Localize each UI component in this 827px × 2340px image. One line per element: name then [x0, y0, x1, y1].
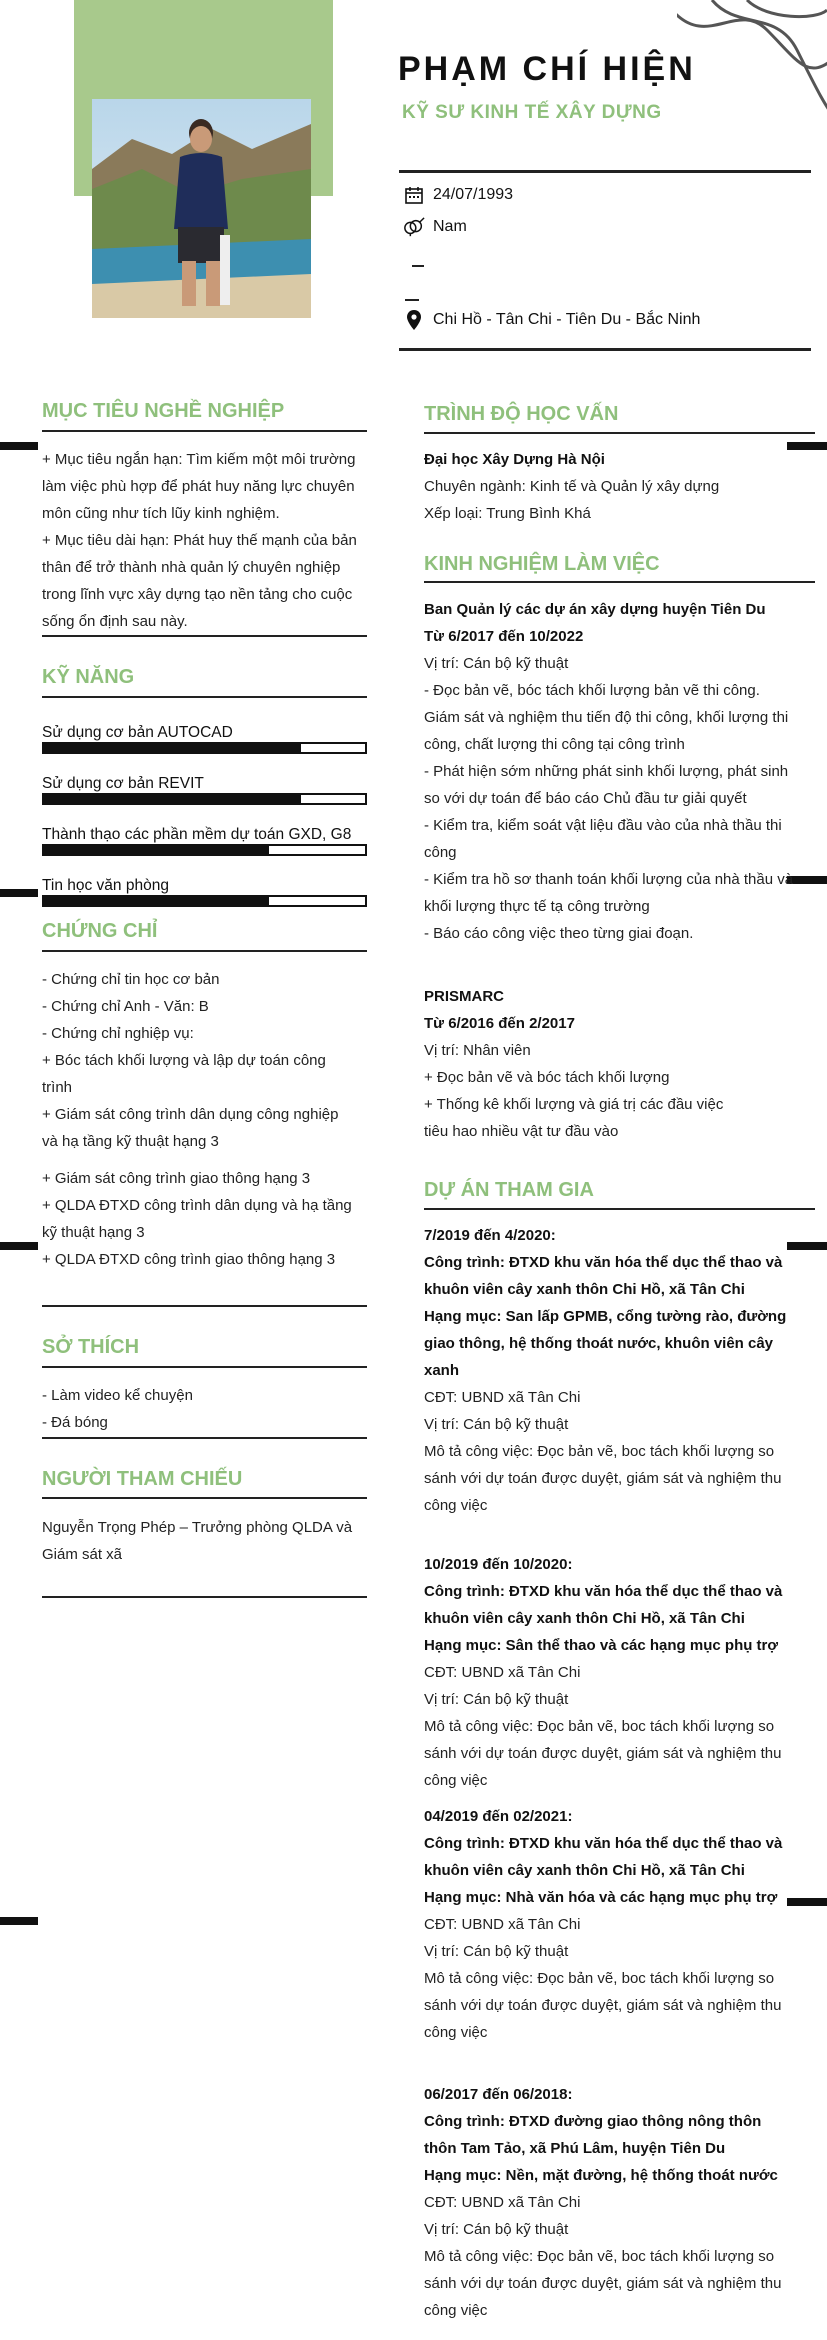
edge-mark	[0, 1917, 38, 1925]
section-divider	[42, 1596, 367, 1598]
project-position: Vị trí: Cán bộ kỹ thuật	[424, 1691, 569, 1708]
skill-bar	[42, 895, 367, 907]
project-item	[424, 1551, 814, 1794]
project-owner: CĐT: UBND xã Tân Chi	[424, 1664, 581, 1681]
objective-long: + Mục tiêu dài hạn: Phát huy thế mạnh của bản thân để trở thành nhà quản lý chuyên nghiệp trong lĩnh vực xây dựng tạo nền tảng cho cuộc sống ổn định sau này.	[42, 532, 357, 630]
birthdate: 24/07/1993	[433, 186, 514, 203]
job-duty: - Phát hiện sớm những phát sinh khối lượng, phát sinh so với dự toán để báo cáo Chủ đầu tư giải quyết	[424, 763, 789, 807]
job-duty: - Kiểm tra hồ sơ thanh toán khối lượng của nhà thầu và khối lượng thực tế tạ công trường	[424, 871, 794, 915]
address: Chi Hồ - Tân Chi - Tiên Du - Bắc Ninh	[433, 311, 701, 328]
certificate-item: + QLDA ĐTXD công trình dân dụng và hạ tầng kỹ thuật hạng 3	[42, 1197, 352, 1241]
section-divider	[42, 1366, 367, 1368]
project-period: 04/2019 đến 02/2021:	[424, 1808, 573, 1825]
section-divider	[424, 1208, 815, 1210]
project-name: Công trình: ĐTXD khu văn hóa thể dục thể thao và khuôn viên cây xanh thôn Chi Hồ, xã Tân Chi	[424, 1835, 783, 1879]
skills-title: KỸ NĂNG	[42, 666, 135, 688]
edge-mark	[0, 442, 38, 450]
job-position: Vị trí: Cán bộ kỹ thuật	[424, 655, 569, 672]
project-scope: Hạng mục: Nhà văn hóa và các hạng mục phụ trợ	[424, 1889, 778, 1906]
job-period: Từ 6/2017 đến 10/2022	[424, 628, 584, 645]
section-divider	[424, 432, 815, 434]
skill-label: Tin học văn phòng	[42, 877, 169, 894]
rank: Xếp loại: Trung Bình Khá	[424, 505, 591, 522]
job-period: Từ 6/2016 đến 2/2017	[424, 1015, 575, 1032]
reference-title: NGƯỜI THAM CHIẾU	[42, 1468, 243, 1490]
project-period: 7/2019 đến 4/2020:	[424, 1227, 556, 1244]
section-divider	[42, 696, 367, 698]
section-divider	[42, 635, 367, 637]
header-divider-top	[399, 170, 811, 173]
section-divider	[42, 1497, 367, 1499]
section-divider	[42, 430, 367, 432]
location-icon	[403, 309, 425, 331]
project-period: 10/2019 đến 10/2020:	[424, 1556, 573, 1573]
header-divider-bottom	[399, 348, 811, 351]
skill-bar-fill	[44, 846, 269, 854]
certificates-list	[42, 966, 368, 1273]
job-company: PRISMARC	[424, 988, 505, 1005]
project-desc: Mô tả công việc: Đọc bản vẽ, boc tách khối lượng so sánh với dự toán được duyệt, giám sát và nghiệm thu công việc	[424, 1443, 782, 1514]
project-item	[424, 2081, 814, 2324]
job-duty: + Đọc bản vẽ và bóc tách khối lượng	[424, 1069, 670, 1086]
projects-title: DỰ ÁN THAM GIA	[424, 1179, 594, 1201]
experience-title: KINH NGHIỆM LÀM VIỆC	[424, 553, 660, 575]
project-owner: CĐT: UBND xã Tân Chi	[424, 2194, 581, 2211]
certificate-item: + QLDA ĐTXD công trình giao thông hạng 3	[42, 1251, 336, 1268]
education-block	[424, 446, 814, 527]
edge-mark	[0, 889, 38, 897]
certificate-item: - Chứng chỉ Anh - Văn: B	[42, 998, 209, 1015]
project-name: Công trình: ĐTXD khu văn hóa thể dục thể thao và khuôn viên cây xanh thôn Chi Hồ, xã Tân Chi	[424, 1254, 783, 1298]
skill-bar-fill	[44, 795, 301, 803]
project-item	[424, 1222, 814, 1519]
job-duty: - Kiểm tra, kiểm soát vật liệu đầu vào của nhà thầu thi công	[424, 817, 782, 861]
project-item	[424, 1803, 814, 2046]
project-name: Công trình: ĐTXD đường giao thông nông thôn thôn Tam Tảo, xã Phú Lâm, huyện Tiên Du	[424, 2113, 762, 2157]
empty-field-dash	[405, 299, 419, 301]
job-company: Ban Quản lý các dự án xây dựng huyện Tiên Du	[424, 601, 766, 618]
reference-text: Nguyễn Trọng Phép – Trưởng phòng QLDA và Giám sát xã	[42, 1519, 353, 1563]
certificate-item: + Giám sát công trình giao thông hạng 3	[42, 1170, 311, 1187]
section-divider	[42, 950, 367, 952]
section-divider	[42, 1305, 367, 1307]
certificate-item: - Chứng chỉ tin học cơ bản	[42, 971, 220, 988]
profile-photo	[92, 99, 311, 318]
project-scope: Hạng mục: Nền, mặt đường, hệ thống thoát nước	[424, 2167, 778, 2184]
certificate-item: + Bóc tách khối lượng và lập dự toán công trình	[42, 1052, 326, 1096]
skill-bar	[42, 742, 367, 754]
job-duty: + Thống kê khối lượng và giá trị các đầu việc tiêu hao nhiều vật tư đầu vào	[424, 1096, 724, 1140]
major: Chuyên ngành: Kinh tế và Quản lý xây dựng	[424, 478, 720, 495]
skill-bar-fill	[44, 744, 301, 752]
skill-bar	[42, 793, 367, 805]
section-divider	[42, 1437, 367, 1439]
address-row	[403, 309, 700, 331]
project-owner: CĐT: UBND xã Tân Chi	[424, 1389, 581, 1406]
empty-field-dash	[412, 265, 424, 267]
job-duty: - Đọc bản vẽ, bóc tách khối lượng bản vẽ thi công. Giám sát và nghiệm thu tiến độ thi công, khối lượng thi công, chất lượng thi công tại công trình	[424, 682, 789, 753]
objective-short: + Mục tiêu ngắn hạn: Tìm kiếm một môi trường làm việc phù hợp để phát huy năng lực chuyên môn cũng như tích lũy kinh nghiệm.	[42, 451, 356, 522]
job-duty: - Báo cáo công việc theo từng giai đoạn.	[424, 925, 694, 942]
certificate-item: - Chứng chỉ nghiệp vụ:	[42, 1025, 194, 1042]
project-position: Vị trí: Cán bộ kỹ thuật	[424, 1416, 569, 1433]
project-name: Công trình: ĐTXD khu văn hóa thể dục thể thao và khuôn viên cây xanh thôn Chi Hồ, xã Tân Chi	[424, 1583, 783, 1627]
hobbies-title: SỞ THÍCH	[42, 1336, 140, 1358]
school-name: Đại học Xây Dựng Hà Nội	[424, 451, 605, 468]
project-scope: Hạng mục: San lấp GPMB, cổng tường rào, đường giao thông, hệ thống thoát nước, khuôn viên cây xanh	[424, 1308, 787, 1379]
calendar-icon	[403, 184, 425, 206]
hobbies-list	[42, 1382, 368, 1436]
hobby-item: - Đá bóng	[42, 1414, 108, 1431]
objective-title: MỤC TIÊU NGHỀ NGHIỆP	[42, 400, 285, 422]
gender-row	[403, 216, 467, 238]
job-position: Vị trí: Nhân viên	[424, 1042, 531, 1059]
candidate-name: PHẠM CHÍ HIỆN	[398, 50, 696, 88]
skill-bar-fill	[44, 897, 269, 905]
project-owner: CĐT: UBND xã Tân Chi	[424, 1916, 581, 1933]
section-divider	[424, 581, 815, 583]
certificate-item: + Giám sát công trình dân dụng công nghiệp và hạ tầng kỹ thuật hạng 3	[42, 1106, 339, 1150]
project-period: 06/2017 đến 06/2018:	[424, 2086, 573, 2103]
project-position: Vị trí: Cán bộ kỹ thuật	[424, 1943, 569, 1960]
edge-mark	[0, 1242, 38, 1250]
skill-label: Sử dụng cơ bản REVIT	[42, 775, 204, 792]
job-title: KỸ SƯ KINH TẾ XÂY DỰNG	[402, 102, 662, 123]
project-desc: Mô tả công việc: Đọc bản vẽ, boc tách khối lượng so sánh với dự toán được duyệt, giám sát và nghiệm thu công việc	[424, 1970, 782, 2041]
gender-icon	[403, 216, 425, 238]
skill-label: Thành thạo các phần mềm dự toán GXD, G8	[42, 826, 352, 843]
project-scope: Hạng mục: Sân thể thao và các hạng mục phụ trợ	[424, 1637, 779, 1654]
education-title: TRÌNH ĐỘ HỌC VẤN	[424, 403, 619, 425]
project-desc: Mô tả công việc: Đọc bản vẽ, boc tách khối lượng so sánh với dự toán được duyệt, giám sát và nghiệm thu công việc	[424, 2248, 782, 2319]
experience-job	[424, 596, 814, 947]
certificates-title: CHỨNG CHỈ	[42, 920, 158, 942]
experience-job	[424, 983, 814, 1145]
project-desc: Mô tả công việc: Đọc bản vẽ, boc tách khối lượng so sánh với dự toán được duyệt, giám sát và nghiệm thu công việc	[424, 1718, 782, 1789]
skill-label: Sử dụng cơ bản AUTOCAD	[42, 724, 233, 741]
decorative-waves	[677, 0, 827, 140]
gender: Nam	[433, 218, 467, 235]
project-position: Vị trí: Cán bộ kỹ thuật	[424, 2221, 569, 2238]
hobby-item: - Làm video kể chuyện	[42, 1387, 193, 1404]
skill-bar	[42, 844, 367, 856]
birthdate-row	[403, 184, 513, 206]
